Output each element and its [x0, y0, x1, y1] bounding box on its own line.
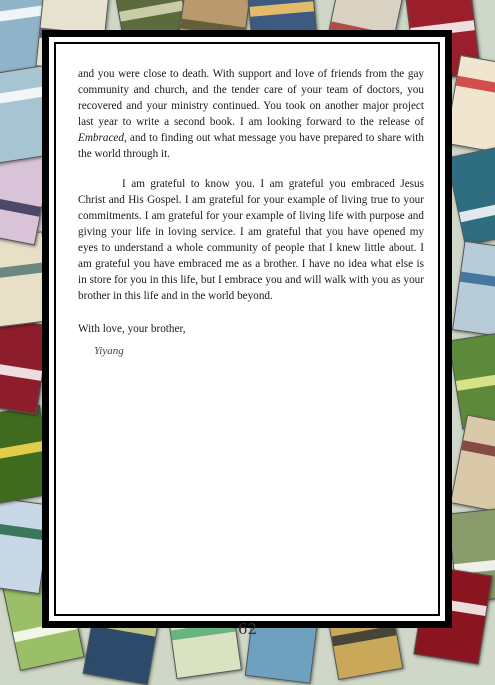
- letter-body: [78, 66, 424, 359]
- page-number: 62: [238, 620, 258, 638]
- book-cover: [450, 415, 495, 516]
- closing-line: With love, your brother,: [78, 323, 186, 335]
- book-cover: [446, 144, 495, 246]
- book-cover: [452, 241, 495, 339]
- letter-page: [54, 42, 440, 616]
- book-title: Embraced: [78, 132, 124, 144]
- page-frame: [42, 30, 452, 628]
- signature: Yiyang: [94, 345, 124, 357]
- paragraph: I am grateful to know you. I am grateful you embraced Jesus Christ and His Gospel. I am grateful for your example of living true to your commitments. I am grateful for your example of living life with purpose and giving your life in loving service. I am grateful that you have opened my eyes to understand a whole community of people that I knew little about. I am grateful you have embraced me as a brother. I have no idea what else is in store for you in this life, but I embrace you and will walk with you as your brother in this life and in the world beyond.: [78, 178, 424, 302]
- paragraph: and you were close to death. With support and love of friends from the gay community and church, and the tender care of your team of doctors, you recovered and your ministry continued. You took on another major project last year to write a second book. I am looking forward to the release of Embraced, and to finding out what message you have prepared to share with the world through it.: [78, 68, 424, 160]
